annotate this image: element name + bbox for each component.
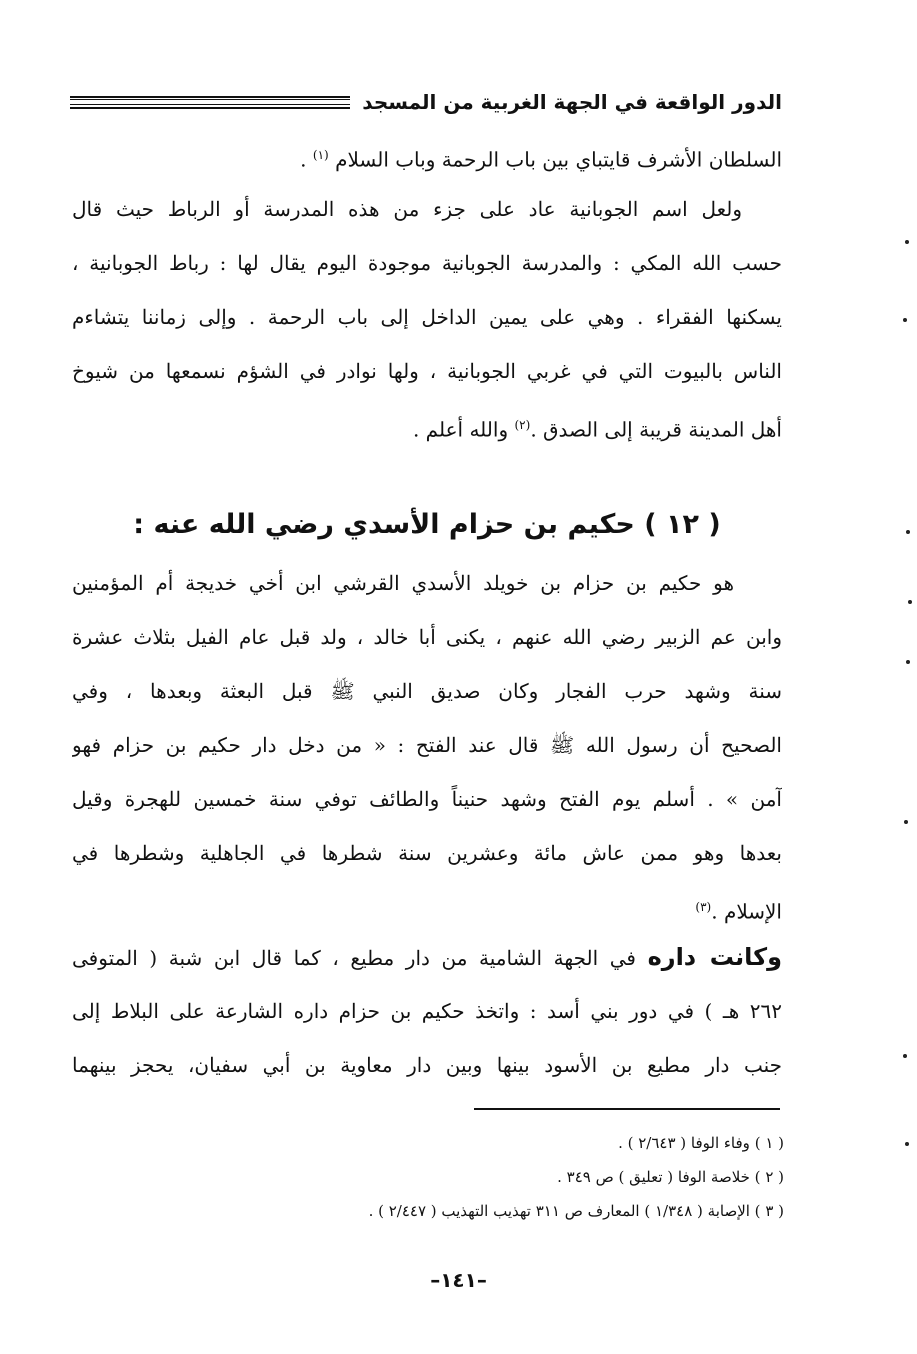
scan-speck xyxy=(904,820,908,824)
paragraph-line: جنب دار مطيع بن الأسود بينها وبين دار معاوية بن أبي سفيان، يحجز بينهما xyxy=(72,1053,782,1077)
header-title: الدور الواقعة في الجهة الغربية من المسجد xyxy=(362,90,782,114)
footnote-item: ( ٣ ) الإصابة ( ١/٣٤٨ ) المعارف ص ٣١١ تهذيب التهذيب ( ٢/٤٤٧ ) . xyxy=(368,1202,784,1220)
paragraph-line: يسكنها الفقراء . وهي على يمين الداخل إلى باب الرحمة . وإلى زماننا يتشاءم xyxy=(72,305,782,329)
scan-speck xyxy=(903,318,907,322)
paragraph-line: الصحيح أن رسول الله ﷺ قال عند الفتح : « من دخل دار حكيم بن حزام فهو xyxy=(72,733,782,757)
section-1 xyxy=(72,128,782,452)
paragraph-line: السلطان الأشرف قايتباي بين باب الرحمة وباب السلام $^{(١)}$ . xyxy=(300,147,782,172)
paragraph-line: هو حكيم بن حزام بن خويلد الأسدي القرشي ابن أخي خديجة أم المؤمنين xyxy=(72,571,734,595)
paragraph-line: أهل المدينة قريبة إلى الصدق .$^{(٢)}$ والله أعلم . xyxy=(412,417,782,442)
paragraph-line: سنة وشهد حرب الفجار وكان صديق النبي ﷺ قبل البعثة وبعدها ، وفي xyxy=(72,679,782,703)
header-rule xyxy=(70,96,350,109)
running-header xyxy=(70,84,782,120)
footnote-separator xyxy=(474,1108,780,1110)
scan-speck xyxy=(903,1054,907,1058)
bold-lead-text: وكانت داره xyxy=(647,943,782,971)
scan-speck xyxy=(905,1142,909,1146)
paragraph-line: الناس بالبيوت التي في غربي الجوبانية ، ولها نوادر في الشؤم نسمعها من شيوخ xyxy=(72,359,782,383)
paragraph-line: وكانت داره في الجهة الشامية من دار مطيع ، كما قال ابن شبة ( المتوفى xyxy=(72,943,782,971)
paragraph-line: الإسلام .$^{(٣)}$ xyxy=(695,899,782,924)
paragraph-line: بعدها وهو ممن عاش مائة وعشرين سنة شطرها في الجاهلية وشطرها في xyxy=(72,841,782,865)
footnote-item: ( ٢ ) خلاصة الوفا ( تعليق ) ص ٣٤٩ . xyxy=(557,1168,784,1186)
paragraph-line: ولعل اسم الجوبانية عاد على جزء من هذه المدرسة أو الرباط حيث قال xyxy=(72,197,742,221)
paragraph-line: حسب الله المكي : والمدرسة الجوبانية موجودة اليوم يقال لها : رباط الجوبانية ، xyxy=(72,251,782,275)
footnotes xyxy=(72,1126,784,1228)
section-heading: ( ١٢ ) حكيم بن حزام الأسدي رضي الله عنه : xyxy=(133,509,721,540)
footnote-ref: (٣) xyxy=(695,900,712,914)
section-3 xyxy=(72,930,782,1092)
footnote-ref: (١) xyxy=(312,148,329,162)
scan-speck xyxy=(905,240,909,244)
page-number: –١٤١– xyxy=(430,1268,487,1292)
paragraph-line: وابن عم الزبير رضي الله عنهم ، يكنى أبا خالد ، ولد قبل عام الفيل بثلاث عشرة xyxy=(72,625,782,649)
footnote-item: ( ١ ) وفاء الوفا ( ٢/٦٤٣ ) . xyxy=(618,1134,784,1152)
scan-speck xyxy=(906,660,910,664)
section-2 xyxy=(72,556,782,934)
paragraph-line: آمن » . أسلم يوم الفتح وشهد حنيناً والطائف توفي سنة خمسين للهجرة وقيل xyxy=(72,787,782,811)
paragraph-line: ٢٦٢ هـ ) في دور بني أسد : واتخذ حكيم بن حزام داره الشارعة على البلاط إلى xyxy=(72,999,782,1023)
scan-speck xyxy=(906,530,910,534)
footnote-ref: (٢) xyxy=(514,418,531,432)
scan-speck xyxy=(908,600,912,604)
